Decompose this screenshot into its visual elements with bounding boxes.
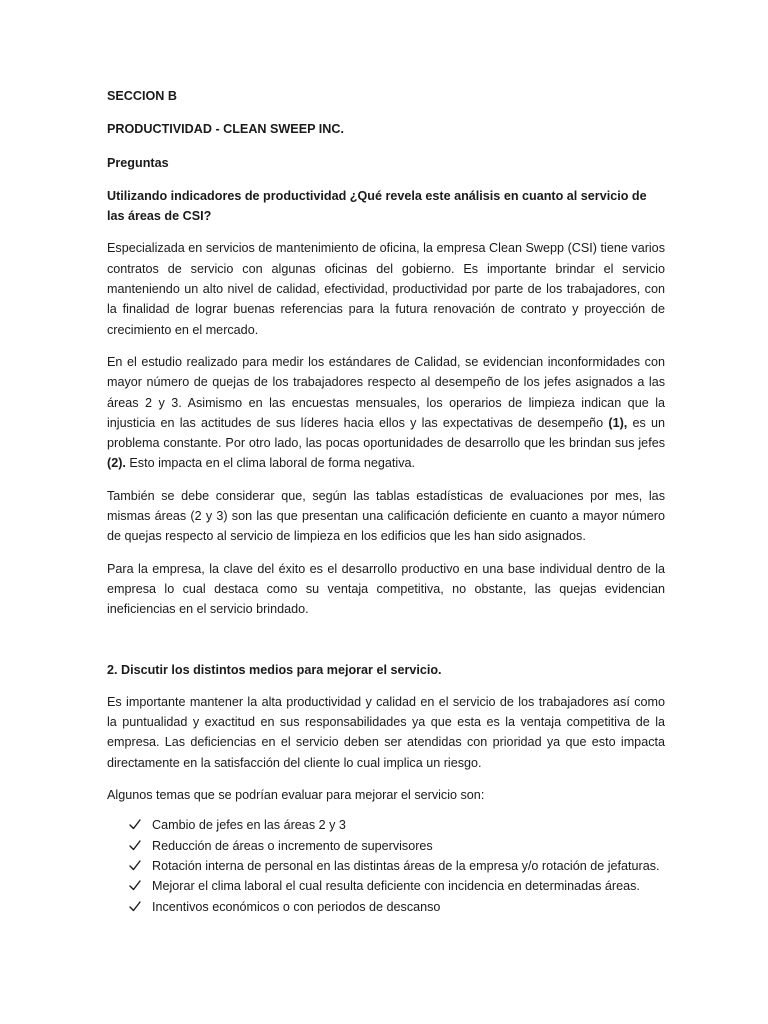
checklist-item xyxy=(107,815,665,835)
emphasis-ventaja-competitiva: ventaja competitiva xyxy=(520,715,631,730)
check-icon xyxy=(129,876,143,896)
check-icon xyxy=(129,856,143,876)
paragraph-5 xyxy=(107,692,665,773)
reference-1: (1), xyxy=(608,415,628,430)
checklist-item xyxy=(107,897,665,917)
paragraph-3: También se debe considerar que, según las tablas estadísticas de evaluaciones por mes, las mismas áreas (2 y 3) son las que presentan una calificación deficiente en cuanto a mayor número de quejas respecto al servicio de limpieza en los edificios que les han sido asignados. xyxy=(107,488,665,544)
checklist-item-label: Incentivos económicos o con periodos de descanso xyxy=(152,899,441,914)
paragraph-5-part-2: de la empresa. Las deficiencias en el servicio deben ser atendidas con prioridad ya que esto impacta directamente en la satisfacción del cliente lo cual implica un riesgo. xyxy=(107,715,665,770)
checklist-item xyxy=(107,856,665,876)
paragraph-5-part-1: Es importante mantener la alta productividad y calidad en el servicio de los trabajadores así como la puntualidad y exactitud en sus responsabilidades ya que esta es la xyxy=(107,694,665,730)
checklist-item-label: Mejorar el clima laboral el cual resulta deficiente con incidencia en determinadas áreas. xyxy=(152,879,640,894)
section-heading: SECCION B xyxy=(107,89,177,103)
paragraph-2-part-1: En el estudio realizado para medir los estándares de Calidad, se evidencian inconformidades con mayor número de quejas de los trabajadores respecto al desempeño de los jefes asignados a las áreas 2 y 3. Asimismo en las encuestas mensuales, los operarios de limpieza indican que la injusticia en las actitudes de sus líderes hacia ellos y las expectativas de desempeño xyxy=(107,354,665,430)
paragraph-1: Especializada en servicios de mantenimiento de oficina, la empresa Clean Swepp (CSI) tiene varios contratos de servicio con algunas oficinas del gobierno. Es importante brindar el servicio manteniendo un alto nivel de calidad, efectividad, productividad por parte de los trabajadores, con la finalidad de lograr buenas referencias para la futura renovación de contrato y proyección de crecimiento en el mercado. xyxy=(107,241,665,337)
check-icon xyxy=(129,836,143,856)
paragraph-2-part-3: Esto impacta en el clima laboral de forma negativa. xyxy=(125,456,415,471)
case-title: PRODUCTIVIDAD - CLEAN SWEEP INC. xyxy=(107,122,344,137)
question-1: Utilizando indicadores de productividad ¿Qué revela este análisis en cuanto al servicio de las áreas de CSI? xyxy=(107,188,647,224)
document-page xyxy=(107,86,665,917)
paragraph-2 xyxy=(107,352,665,474)
list-intro: Algunos temas que se podrían evaluar para mejorar el servicio son: xyxy=(107,788,485,803)
question-2: 2. Discutir los distintos medios para mejorar el servicio. xyxy=(107,662,442,677)
checklist-item-label: Rotación interna de personal en las distintas áreas de la empresa y/o rotación de jefaturas. xyxy=(152,858,660,873)
paragraph-2-part-2: es un problema constante. Por otro lado, las pocas oportunidades de desarrollo que les brindan sus jefes xyxy=(107,415,665,451)
checklist-item xyxy=(107,876,665,896)
checklist-item-label: Reducción de áreas o incremento de supervisores xyxy=(152,838,433,853)
check-icon xyxy=(129,815,143,835)
checklist-item-label: Cambio de jefes en las áreas 2 y 3 xyxy=(152,818,346,833)
checklist-item xyxy=(107,836,665,856)
subheading: Preguntas xyxy=(107,155,169,170)
improvement-checklist xyxy=(107,815,665,916)
check-icon xyxy=(129,897,143,917)
paragraph-4: Para la empresa, la clave del éxito es el desarrollo productivo en una base individual dentro de la empresa lo cual destaca como su ventaja competitiva, no obstante, las quejas evidencian ineficiencias en el servicio brindado. xyxy=(107,561,665,617)
reference-2: (2). xyxy=(107,456,126,471)
